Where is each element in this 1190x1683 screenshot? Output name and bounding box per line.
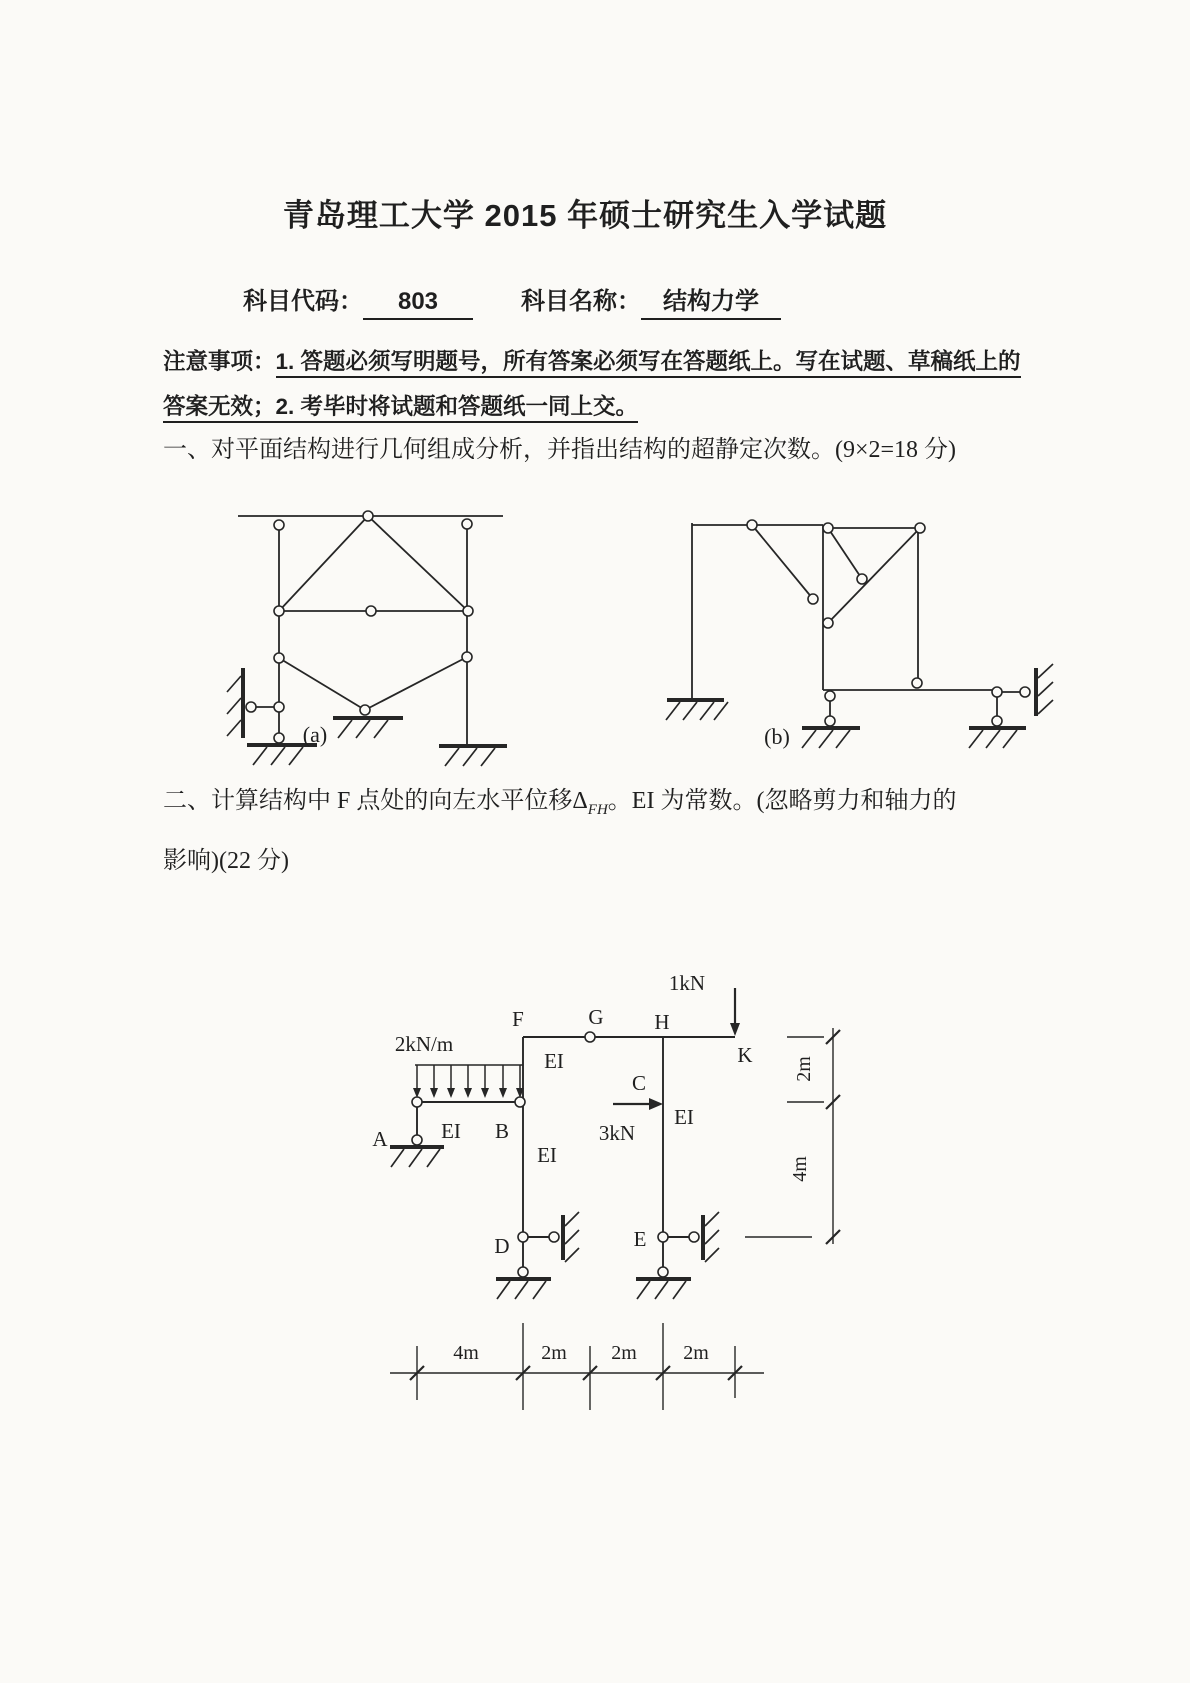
notes-text-2: 答案无效；2. 考毕时将试题和答题纸一同上交。	[163, 394, 638, 423]
node-B-label: B	[494, 1119, 510, 1143]
node-C-label: C	[631, 1071, 647, 1095]
load-3kN-label: 3kN	[598, 1121, 636, 1145]
subject-name-label: 科目名称：	[521, 288, 641, 315]
dim-4m-vertical: 4m	[789, 1156, 811, 1182]
fig-a-support-hatching	[227, 676, 495, 766]
figure-b-label: (b)	[764, 724, 790, 749]
page-title: 青岛理工大学 2015 年硕士研究生入学试题	[282, 198, 888, 233]
node-K-label: K	[737, 1043, 753, 1067]
notes-line-2	[163, 392, 638, 422]
fig2-distributed-load	[413, 1065, 524, 1098]
fig2-horizontal-load-arrow	[613, 1098, 663, 1110]
subject-name-value: 结构力学	[641, 281, 781, 320]
node-F-label: F	[512, 1007, 524, 1031]
question-2-text-line-2: 影响)(22 分)	[163, 848, 289, 874]
node-A-label: A	[372, 1127, 388, 1151]
notes-line-1	[163, 347, 1021, 377]
fig-a-hinges	[246, 511, 473, 743]
fig-b-hinges	[747, 520, 1030, 726]
figure-q2-frame-diagram	[332, 878, 842, 1423]
dim-2m-span-2: 2m	[611, 1342, 637, 1364]
load-2kNm-label: 2kN/m	[394, 1032, 454, 1056]
node-G-label: G	[588, 1005, 604, 1029]
node-E-label: E	[633, 1227, 647, 1251]
figure-b-structure-diagram	[612, 462, 1072, 752]
fig2-support-hatching	[391, 1149, 719, 1299]
fig-b-members	[692, 523, 1025, 720]
fig-b-support-hatching	[666, 664, 1053, 748]
fig2-members	[417, 1037, 735, 1271]
notes-text-1: 1. 答题必须写明题号，所有答案必须写在答题纸上。写在试题、草稿纸上的	[276, 349, 1021, 378]
question-1-text: 一、对平面结构进行几何组成分析，并指出结构的超静定次数。(9×2=18 分)	[163, 437, 957, 463]
subject-line	[243, 281, 781, 320]
ei-label-beam: EI	[441, 1119, 461, 1143]
q2-text-before-delta: 二、计算结构中 F 点处的向左水平位移	[163, 788, 573, 814]
ei-label-lower-column: EI	[537, 1143, 557, 1167]
dim-2m-span-1: 2m	[541, 1342, 567, 1364]
fig2-vertical-dimension	[745, 1028, 840, 1244]
subject-code-value: 803	[363, 288, 473, 320]
ei-label-upper-column: EI	[544, 1049, 564, 1073]
fig2-horizontal-dimension	[390, 1323, 764, 1410]
subject-code-label: 科目代码：	[243, 288, 363, 315]
q2-delta-subscript: FH	[587, 801, 608, 818]
q2-delta-symbol: Δ	[572, 788, 588, 814]
node-D-label: D	[494, 1234, 510, 1258]
figure-a-label: (a)	[302, 722, 328, 747]
q2-text-after-delta: 。EI 为常数。(忽略剪力和轴力的	[607, 788, 957, 814]
load-1kN-label: 1kN	[668, 971, 706, 995]
fig2-point-load-arrow	[730, 988, 740, 1036]
dim-2m-span-3: 2m	[683, 1342, 709, 1364]
fig2-labels	[372, 971, 752, 1258]
question-2-text-line-1	[163, 780, 956, 819]
dim-2m-vertical: 2m	[793, 1056, 815, 1082]
node-H-label: H	[654, 1010, 670, 1034]
figure-a-structure-diagram	[205, 458, 525, 768]
notes-label: 注意事项：	[163, 349, 276, 374]
dim-4m-span: 4m	[453, 1342, 479, 1364]
fig-b-support-bars	[667, 668, 1036, 728]
ei-label-right-column: EI	[674, 1105, 694, 1129]
